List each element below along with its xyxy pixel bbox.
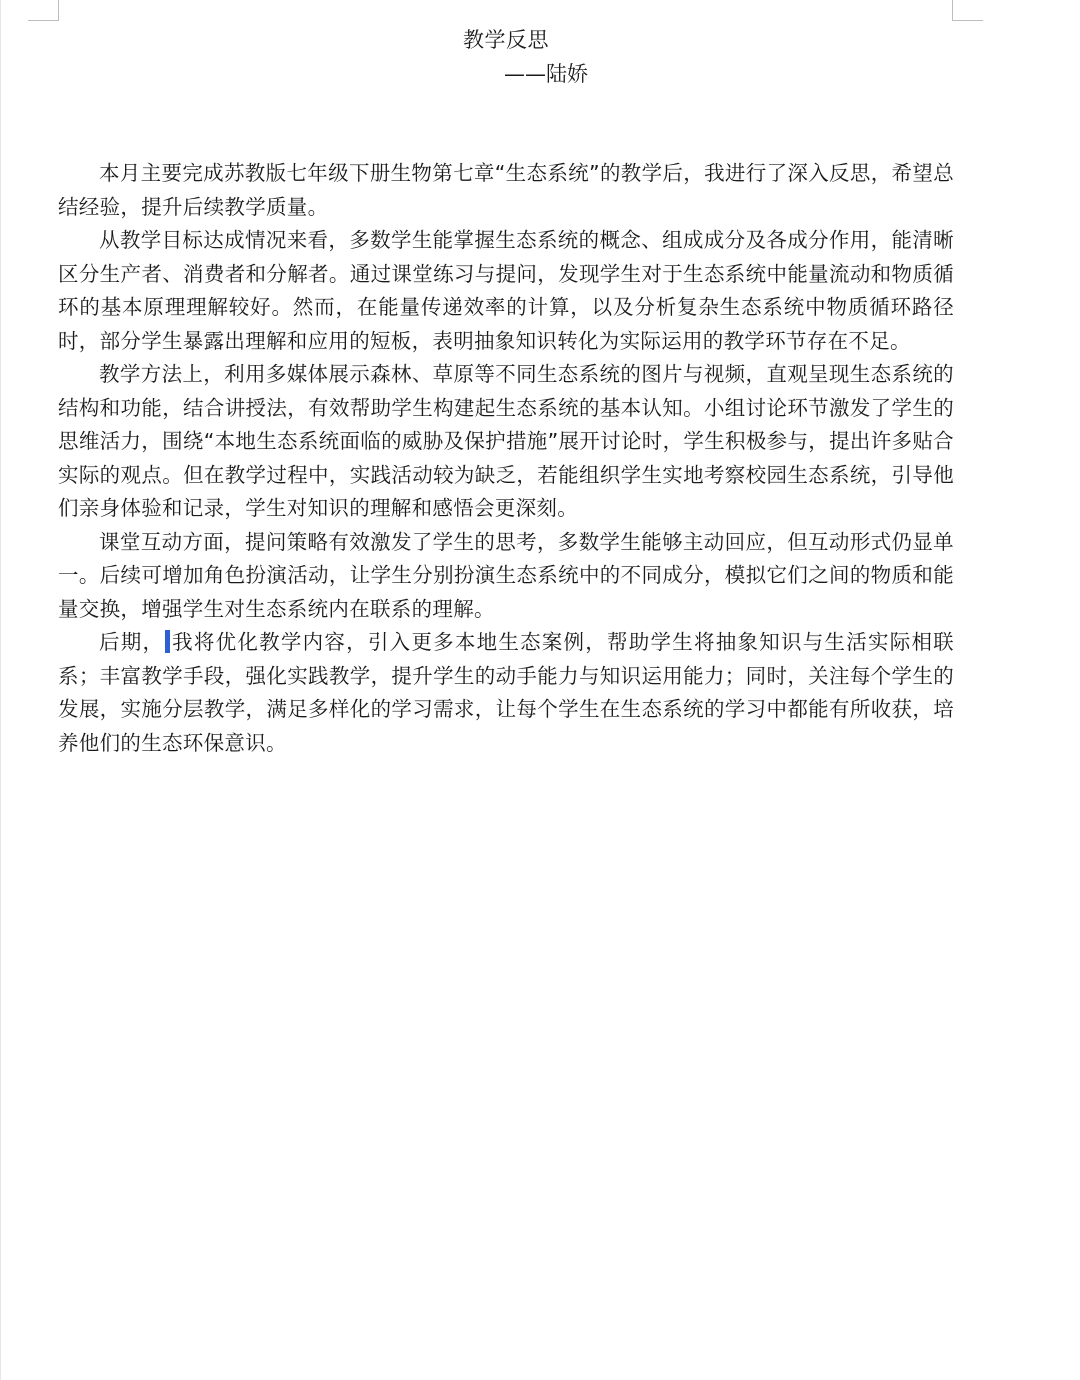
paragraph-1: 本月主要完成苏教版七年级下册生物第七章“生态系统”的教学后，我进行了深入反思，希望总结经验，提升后续教学质量。 [58,161,954,219]
top-right-margin-mark [952,0,983,21]
paragraph-5 [58,626,954,760]
top-left-margin-mark [28,0,59,21]
paragraph-3: 教学方法上，利用多媒体展示森林、草原等不同生态系统的图片与视频，直观呈现生态系统的结构和功能，结合讲授法，有效帮助学生构建起生态系统的基本认知。小组讨论环节激发了学生的思维活力，围绕“本地生态系统面临的威胁及保护措施”展开讨论时，学生积极参与，提出许多贴合实际的观点。但在教学过程中，实践活动较为缺乏，若能组织学生实地考察校园生态系统，引导他们亲身体验和记录，学生对知识的理解和感悟会更深刻。 [58,362,954,520]
document-body[interactable] [58,157,954,760]
paragraph-5-rest: 我将优化教学内容，引入更多本地生态案例，帮助学生将抽象知识与生活实际相联系；丰富教学手段，强化实践教学，提升学生的动手能力与知识运用能力；同时，关注每个学生的发展，实施分层教学，满足多样化的学习需求，让每个学生在生态系统的学习中都能有所收获，培养他们的生态环保意识。 [58,630,954,755]
document-title: 教学反思 [463,28,549,52]
paragraph-5-start: 后期， [99,630,165,654]
text-cursor [165,630,170,653]
paragraph-2: 从教学目标达成情况来看，多数学生能掌握生态系统的概念、组成成分及各成分作用，能清晰区分生产者、消费者和分解者。通过课堂练习与提问，发现学生对于生态系统中能量流动和物质循环的基本原理理解较好。然而，在能量传递效率的计算，以及分析复杂生态系统中物质循环路径时，部分学生暴露出理解和应用的短板，表明抽象知识转化为实际运用的教学环节存在不足。 [58,228,954,353]
paragraph-4: 课堂互动方面，提问策略有效激发了学生的思考，多数学生能够主动回应，但互动形式仍显单一。后续可增加角色扮演活动，让学生分别扮演生态系统中的不同成分，模拟它们之间的物质和能量交换，增强学生对生态系统内在联系的理解。 [58,529,954,621]
document-author: ——陆娇 [504,62,588,86]
